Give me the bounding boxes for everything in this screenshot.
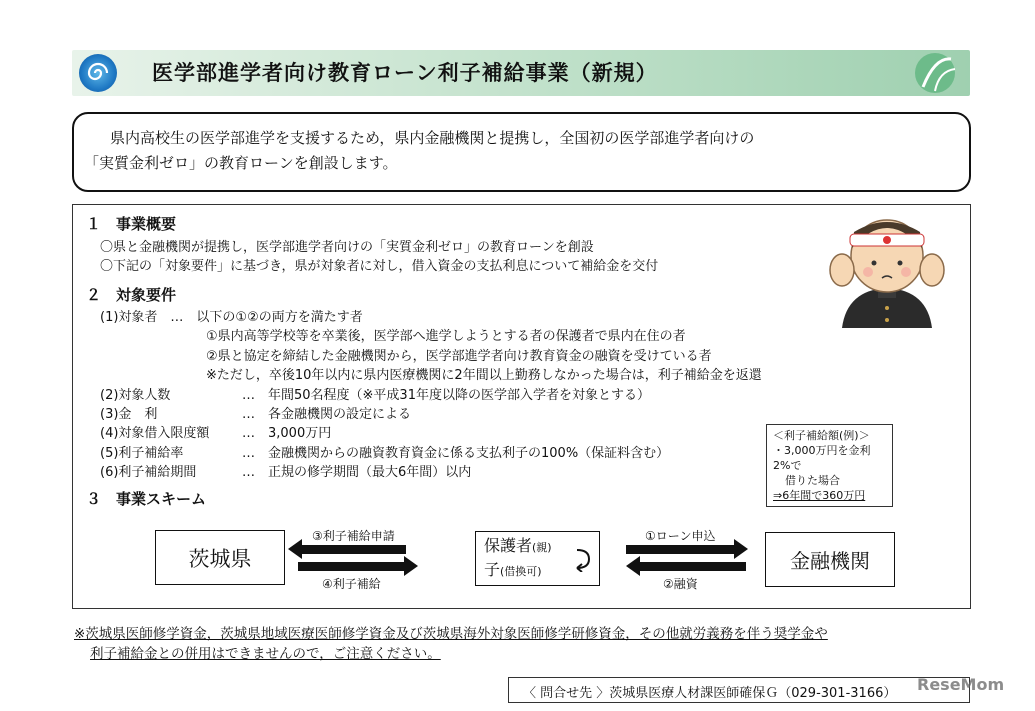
arrow-to-guardian-shaft: [298, 562, 404, 571]
footer-note-text-1: ※茨城県医師修学資金，茨城県地域医療医師修学資金及び茨城県海外対象医師修学研修資金，その他就労義務を伴う奨学金や: [74, 626, 828, 642]
child-line: [484, 559, 542, 583]
guardian-line: [484, 535, 552, 559]
student-illustration-icon: [812, 208, 962, 328]
interest-example-box: [766, 424, 893, 507]
arrow-left-head-icon: [288, 539, 302, 559]
contact-box: 〈 問合せ先 〉茨城県医療人材課医師確保Ｇ（029-301-3166）: [508, 677, 970, 703]
requirement-label: (5)利子補給率: [100, 446, 184, 461]
arrow-right-head-icon: [734, 539, 748, 559]
child-sub-label: (借換可): [500, 564, 542, 578]
arrow-label-interest-application: ③利子補給申請: [312, 529, 395, 543]
target-item-1: ①県内高等学校等を卒業後，医学部へ進学しようとする者の保護者で県内在住の者: [206, 329, 686, 344]
logo-swirl-icon: [79, 54, 117, 92]
page-title: 医学部進学者向け教育ローン利子補給事業（新規）: [152, 61, 658, 85]
requirement-value: … 年間50名程度（※平成31年度以降の医学部入学者を対象とする）: [242, 388, 650, 403]
section-1-heading: １ 事業概要: [86, 215, 177, 233]
footer-note-line-1: [74, 622, 828, 642]
overview-item-2: 〇下記の「対象要件」に基づき，県が対象者に対し，借入資金の支払利息について補給金を交付: [100, 259, 659, 274]
section-3-heading: ３ 事業スキーム: [86, 490, 207, 508]
watermark: ReseMom: [917, 675, 1005, 694]
footer-note-line-2: 利子補給金との併用はできませんので，ご注意ください。: [90, 646, 441, 662]
intro-line-2: 「実質金利ゼロ」の教育ローンを創設します。: [84, 154, 398, 172]
child-label: 子: [484, 559, 501, 579]
arrow-left-head-icon: [626, 556, 640, 576]
ibaraki-prefecture-box: [155, 530, 285, 585]
requirement-label: (3)金 利: [100, 407, 158, 422]
requirement-label: (6)利子補給期間: [100, 465, 197, 480]
ibaraki-label: 茨城県: [188, 546, 252, 571]
intro-line-1: 県内高校生の医学部進学を支援するため，県内金融機関と提携し，全国初の医学部進学者向けの: [110, 129, 755, 147]
example-title: ＜利子補給額(例)＞: [773, 429, 870, 442]
section-2-heading: ２ 対象要件: [86, 286, 177, 304]
guardian-label: 保護者: [484, 535, 533, 555]
arrow-label-loan-application: ①ローン申込: [645, 529, 716, 543]
requirement-label: (2)対象人数: [100, 388, 171, 403]
target-label: (1)対象者 … 以下の①②の両方を満たす者: [100, 310, 363, 325]
leaf-icon: [905, 47, 965, 99]
refinance-loop-icon: [573, 546, 593, 572]
arrow-label-interest-subsidy: ④利子補給: [322, 577, 381, 591]
arrow-to-prefecture-shaft: [298, 545, 406, 554]
requirement-value: … 各金融機関の設定による: [242, 407, 412, 422]
bank-label: 金融機関: [790, 549, 870, 573]
target-item-2: ②県と協定を締結した金融機関から，医学部進学者向け教育資金の融資を受けている者: [206, 349, 712, 364]
guardian-sub-label: (親): [532, 540, 552, 554]
requirement-value: … 金融機関からの融資教育資金に係る支払利子の100%（保証料含む）: [242, 446, 670, 461]
target-note: ※ただし，卒後10年以内に県内医療機関に2年間以上勤務しなかった場合は，利子補給金を返還: [206, 368, 762, 383]
requirement-label: (4)対象借入限度額: [100, 426, 210, 441]
arrow-label-financing: ②融資: [663, 577, 698, 591]
example-result: ⇒6年間で360万円: [773, 489, 866, 502]
requirement-value: … 正規の修学期間（最大6年間）以内: [242, 465, 472, 480]
arrow-right-head-icon: [404, 556, 418, 576]
arrow-to-guardian-shaft: [640, 562, 746, 571]
financial-institution-box: [765, 532, 895, 587]
example-line-1: ・3,000万円を金利2%で: [773, 444, 871, 472]
overview-item-1: 〇県と金融機関が提携し，医学部進学者向けの「実質金利ゼロ」の教育ローンを創設: [100, 240, 594, 255]
example-line-2: 借りた場合: [785, 474, 840, 487]
requirement-value: … 3,000万円: [242, 426, 332, 441]
guardian-child-box: [475, 531, 600, 586]
arrow-to-bank-shaft: [626, 545, 734, 554]
